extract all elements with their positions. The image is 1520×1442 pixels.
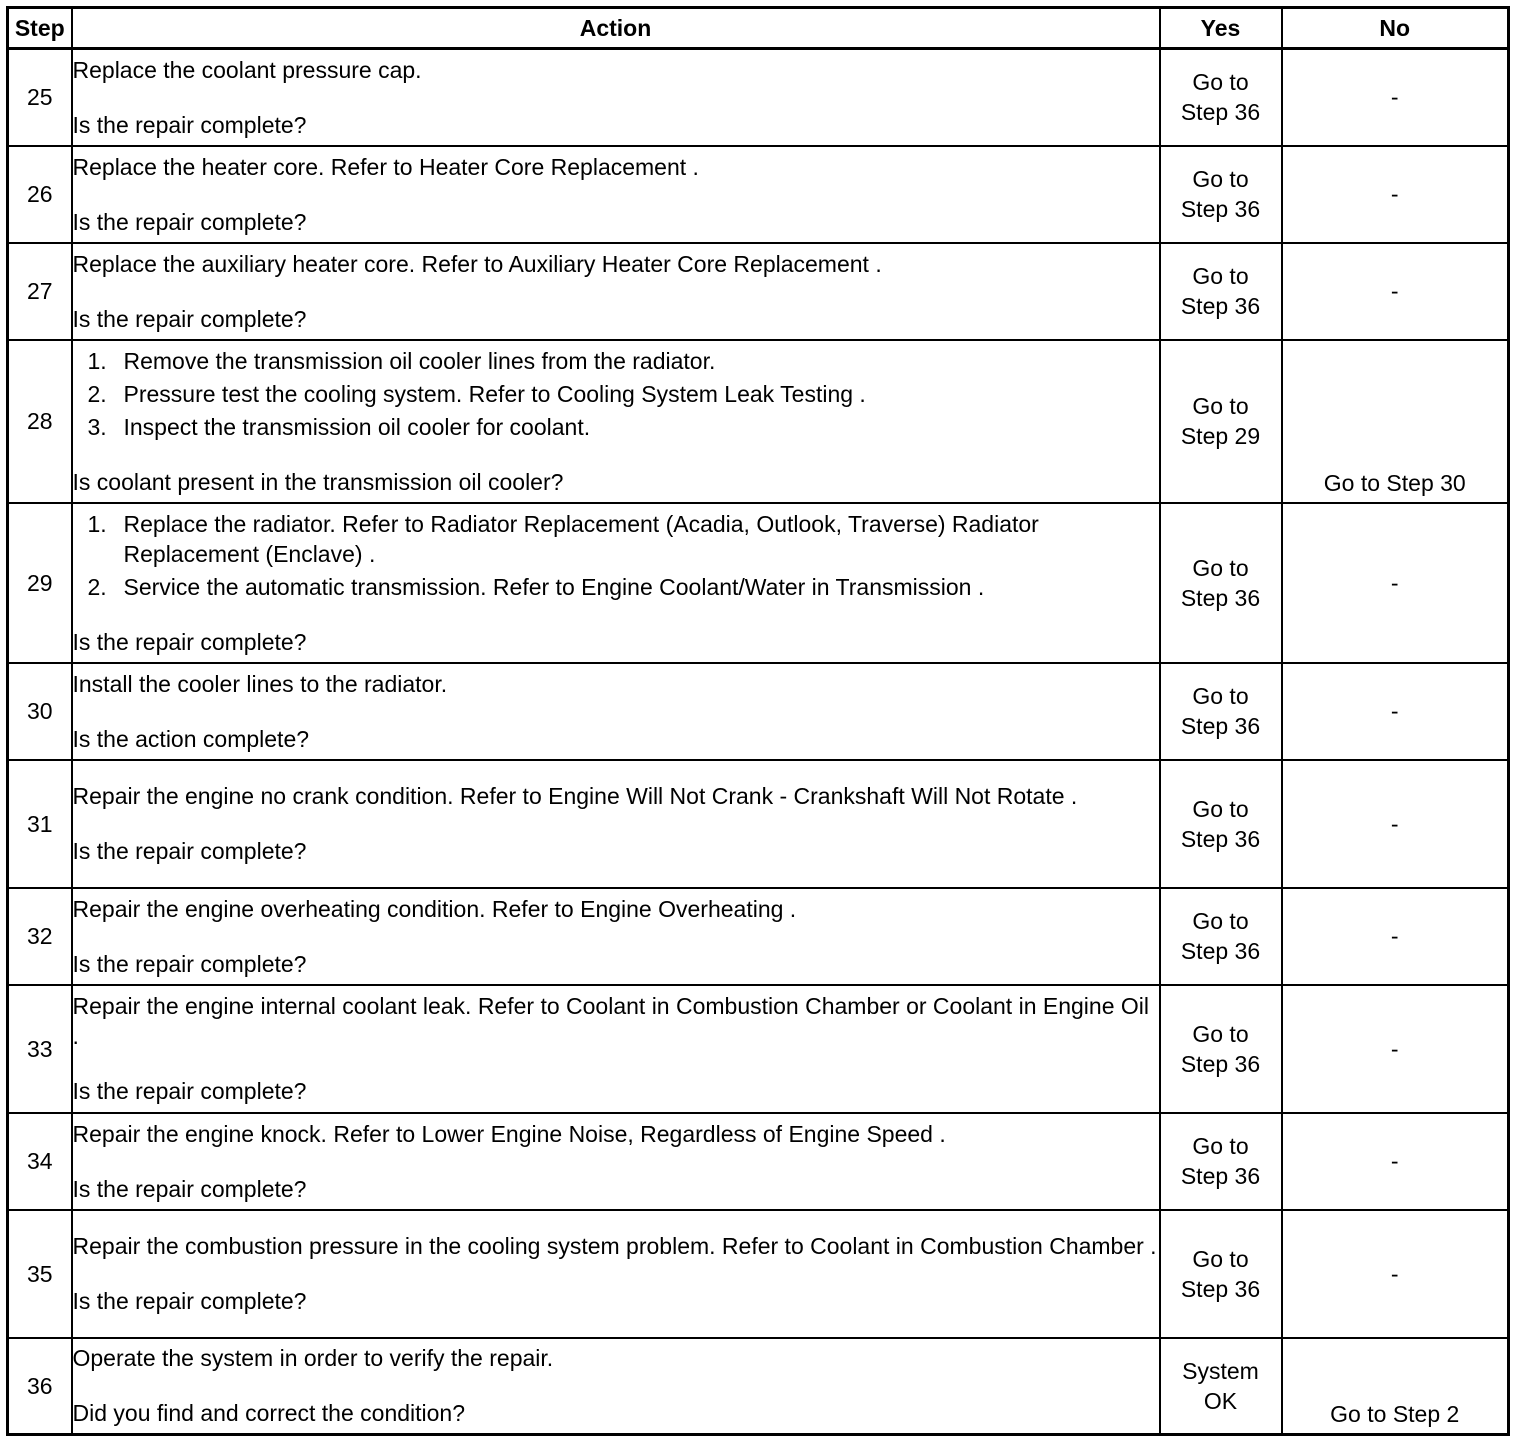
step-number: 27 [8, 243, 72, 340]
table-row [8, 49, 1509, 146]
action-question: Is the repair complete? [72, 1288, 307, 1314]
table-row [8, 985, 1509, 1113]
action-cell [72, 340, 1160, 503]
yes-cell [1160, 760, 1282, 888]
yes-cell [1160, 1113, 1282, 1210]
action-cell [72, 760, 1160, 888]
step-number: 36 [8, 1338, 72, 1435]
yes-text-line: Step 36 [1180, 293, 1261, 319]
step-number: 30 [8, 663, 72, 760]
table-row [8, 503, 1509, 663]
yes-text-line: Go to [1192, 1133, 1249, 1159]
list-item-number: 1. [87, 347, 107, 374]
diagnostic-table [6, 6, 1510, 1436]
action-question: Is the repair complete? [72, 111, 307, 138]
action-cell [72, 1113, 1160, 1210]
yes-text-line: Step 36 [1180, 99, 1261, 126]
no-cell: - [1282, 49, 1509, 146]
action-text: Replace the auxiliary heater core. Refer to Auxiliary Heater Core Replacement . [72, 250, 882, 277]
yes-cell [1160, 503, 1282, 663]
action-list [73, 509, 1159, 602]
yes-text-line: Step 36 [1180, 1275, 1261, 1302]
no-cell: - [1282, 760, 1509, 888]
action-text: Repair the engine knock. Refer to Lower Engine Noise, Regardless of Engine Speed . [72, 1120, 946, 1147]
table-row [8, 663, 1509, 760]
table-row [8, 1210, 1509, 1338]
no-cell: - [1282, 663, 1509, 760]
step-number: 29 [8, 503, 72, 663]
table-row [8, 146, 1509, 243]
table-row [8, 243, 1509, 340]
action-question: Is the repair complete? [72, 838, 307, 864]
step-number: 33 [8, 985, 72, 1113]
no-cell: - [1282, 1210, 1509, 1338]
action-question: Is coolant present in the transmission oil cooler? [72, 468, 564, 495]
yes-text-line: System [1182, 1357, 1259, 1384]
action-question: Is the repair complete? [72, 208, 307, 235]
action-cell [72, 49, 1160, 146]
no-cell: - [1282, 985, 1509, 1113]
header-action: Action [72, 8, 1160, 49]
yes-text-line: Go to [1192, 1245, 1249, 1272]
action-question: Is the repair complete? [72, 305, 307, 332]
list-item-text: Inspect the transmission oil cooler for coolant. [123, 413, 591, 440]
table-row [8, 340, 1509, 503]
yes-text-line: Go to [1192, 166, 1249, 192]
yes-text-line: Go to [1192, 263, 1249, 289]
action-text: Install the cooler lines to the radiator. [72, 670, 448, 697]
no-cell: - [1282, 243, 1509, 340]
yes-cell [1160, 243, 1282, 340]
no-cell: - [1282, 888, 1509, 985]
step-number: 26 [8, 146, 72, 243]
action-text: Operate the system in order to verify the repair. [72, 1345, 554, 1372]
action-text: Repair the engine overheating condition. Refer to Engine Overheating . [72, 895, 797, 922]
no-cell: - [1282, 503, 1509, 663]
table-row [8, 760, 1509, 888]
yes-cell [1160, 1210, 1282, 1338]
table-body [8, 49, 1509, 1435]
yes-text-line: Step 36 [1180, 584, 1261, 611]
yes-text-line: Step 36 [1180, 825, 1261, 852]
action-question: Is the repair complete? [72, 1175, 307, 1202]
step-number: 34 [8, 1113, 72, 1210]
header-no: No [1282, 8, 1509, 49]
action-text: Replace the coolant pressure cap. [72, 56, 422, 83]
list-item-text: Pressure test the cooling system. Refer to Cooling System Leak Testing . [123, 380, 866, 407]
yes-text-line: Go to [1192, 554, 1249, 581]
action-cell [72, 985, 1160, 1113]
action-cell [72, 888, 1160, 985]
yes-cell [1160, 340, 1282, 503]
list-item-text: Replace the radiator. Refer to Radiator Replacement (Acadia, Outlook, Traverse) Radiator Replacement (Enclave) . [123, 510, 1039, 567]
no-cell: - [1282, 146, 1509, 243]
yes-text-line: Step 29 [1180, 423, 1261, 449]
list-item-text: Service the automatic transmission. Refer to Engine Coolant/Water in Transmission . [123, 573, 985, 600]
table-row [8, 888, 1509, 985]
list-item-number: 2. [87, 380, 107, 407]
step-number: 31 [8, 760, 72, 888]
step-number: 25 [8, 49, 72, 146]
header-yes: Yes [1160, 8, 1282, 49]
no-cell: Go to Step 2 [1282, 1338, 1509, 1435]
step-number: 32 [8, 888, 72, 985]
no-cell: - [1282, 1113, 1509, 1210]
yes-cell [1160, 985, 1282, 1113]
yes-text-line: Step 36 [1180, 1163, 1261, 1189]
action-cell [72, 663, 1160, 760]
action-list-item [88, 572, 1159, 602]
action-list-item [88, 509, 1159, 569]
yes-text-line: Step 36 [1180, 196, 1261, 222]
action-list [73, 346, 1159, 442]
action-question: Did you find and correct the condition? [72, 1400, 466, 1427]
yes-text-line: Step 36 [1180, 713, 1261, 739]
yes-cell [1160, 49, 1282, 146]
table-row [8, 1338, 1509, 1435]
yes-text-line: Go to [1192, 795, 1249, 822]
action-cell [72, 146, 1160, 243]
yes-text-line: Step 36 [1180, 938, 1261, 964]
list-item-number: 2. [87, 573, 107, 600]
yes-cell [1160, 146, 1282, 243]
header-step: Step [8, 8, 72, 49]
no-cell: Go to Step 30 [1282, 340, 1509, 503]
table-row [8, 1113, 1509, 1210]
step-number: 28 [8, 340, 72, 503]
yes-text-line: Go to [1192, 908, 1249, 934]
yes-text-line: Step 36 [1180, 1050, 1261, 1077]
action-text: Repair the combustion pressure in the cooling system problem. Refer to Coolant in Combustion Chamber . [72, 1233, 1157, 1259]
action-list-item [88, 346, 1159, 376]
step-number: 35 [8, 1210, 72, 1338]
yes-text-line: Go to [1192, 69, 1249, 96]
yes-text-line: Go to [1192, 683, 1249, 709]
header-row [8, 8, 1509, 49]
yes-text-line: Go to [1192, 1020, 1249, 1047]
yes-cell [1160, 1338, 1282, 1435]
action-question: Is the action complete? [72, 725, 310, 752]
action-question: Is the repair complete? [72, 950, 307, 977]
action-cell [72, 243, 1160, 340]
action-cell [72, 503, 1160, 663]
list-item-text: Remove the transmission oil cooler lines from the radiator. [123, 347, 716, 374]
action-cell [72, 1338, 1160, 1435]
action-question: Is the repair complete? [72, 1078, 307, 1104]
action-list-item [88, 412, 1159, 442]
action-question: Is the repair complete? [72, 628, 307, 655]
action-text: Replace the heater core. Refer to Heater Core Replacement . [72, 153, 699, 180]
action-list-item [88, 379, 1159, 409]
yes-text-line: OK [1203, 1387, 1238, 1414]
list-item-number: 3. [87, 413, 107, 440]
action-cell [72, 1210, 1160, 1338]
list-item-number: 1. [87, 510, 107, 537]
yes-text-line: Go to [1192, 393, 1249, 419]
action-text: Repair the engine internal coolant leak. Refer to Coolant in Combustion Chamber or Coolant in Engine Oil . [72, 993, 1149, 1049]
yes-cell [1160, 663, 1282, 760]
action-text: Repair the engine no crank condition. Refer to Engine Will Not Crank - Crankshaft Will Not Rotate . [72, 783, 1078, 809]
yes-cell [1160, 888, 1282, 985]
